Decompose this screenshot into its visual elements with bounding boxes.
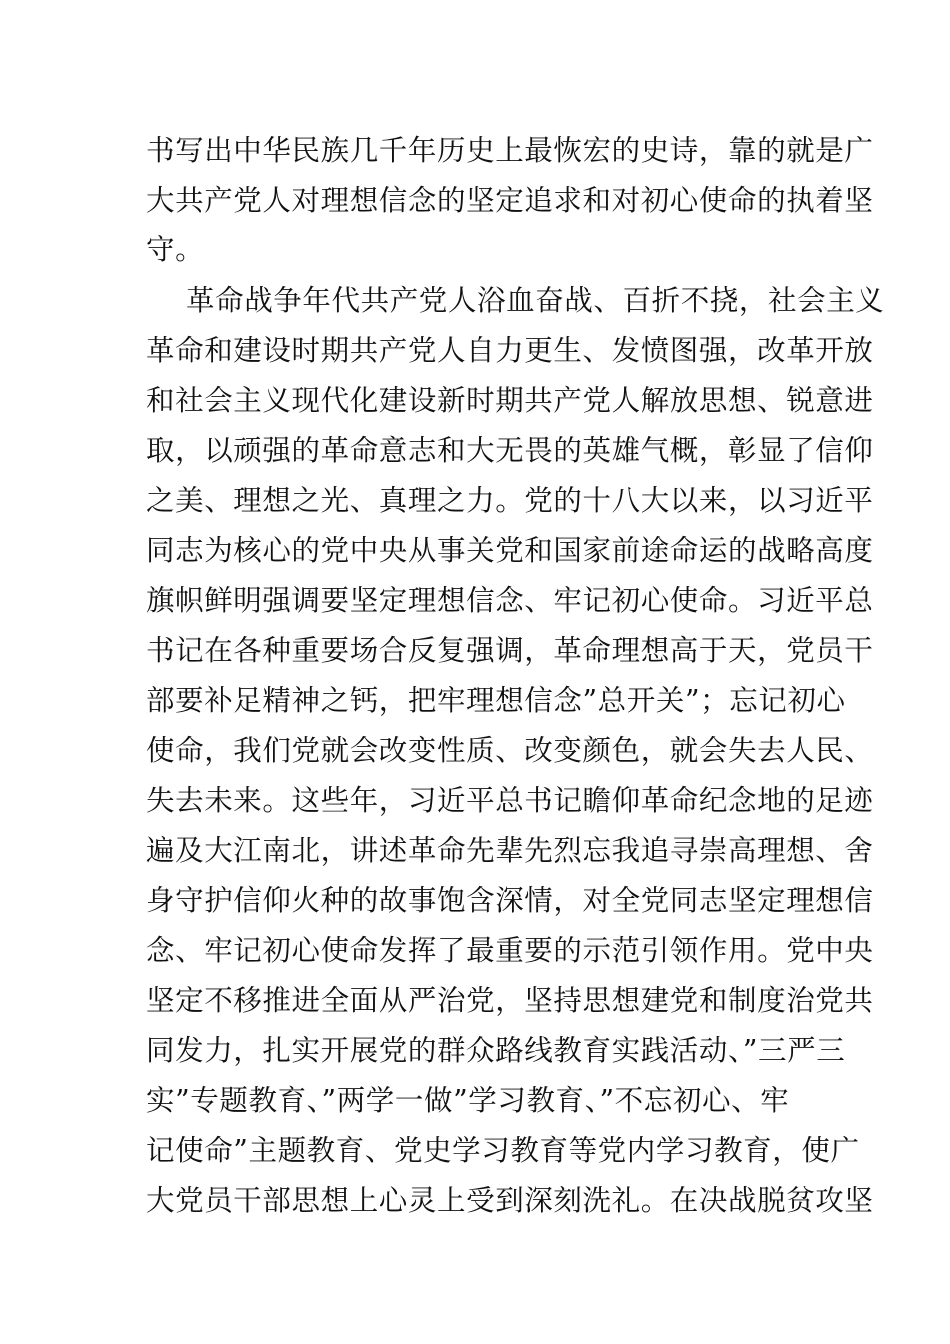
text-line: 坚定不移推进全面从严治党，坚持思想建党和制度治党共 xyxy=(146,984,874,1017)
text-line: 革命和建设时期共产党人自力更生、发愤图强，改革开放 xyxy=(146,334,874,367)
text-line: 大党员干部思想上心灵上受到深刻洗礼。在决战脱贫攻坚 xyxy=(146,1184,874,1217)
text-line: 记使命”主题教育、党史学习教育等党内学习教育，使广 xyxy=(146,1134,860,1167)
text-line: 守。 xyxy=(146,233,205,266)
text-line: 取，以顽强的革命意志和大无畏的英雄气概，彰显了信仰 xyxy=(146,434,874,467)
text-line: 书记在各种重要场合反复强调，革命理想高于天，党员干 xyxy=(146,634,874,667)
text-line: 失去未来。这些年，习近平总书记瞻仰革命纪念地的足迹 xyxy=(146,784,874,817)
text-line: 使命，我们党就会改变性质、改变颜色，就会失去人民、 xyxy=(146,734,874,767)
text-line: 旗帜鲜明强调要坚定理想信念、牢记初心使命。习近平总 xyxy=(146,584,874,617)
text-line: 和社会主义现代化建设新时期共产党人解放思想、锐意进 xyxy=(146,384,874,417)
text-line: 同发力，扎实开展党的群众路线教育实践活动、”三严三 xyxy=(146,1034,846,1067)
text-line: 遍及大江南北，讲述革命先辈先烈忘我追寻崇高理想、舍 xyxy=(146,834,874,867)
text-line: 部要补足精神之钙，把牢理想信念”总开关”；忘记初心 xyxy=(146,684,846,717)
text-line: 大共产党人对理想信念的坚定追求和对初心使命的执着坚 xyxy=(146,184,874,217)
paragraph-first-line: 革命战争年代共产党人浴血奋战、百折不挠，社会主义 xyxy=(186,284,885,317)
text-line: 书写出中华民族几千年历史上最恢宏的史诗，靠的就是广 xyxy=(146,134,874,167)
text-line: 之美、理想之光、真理之力。党的十八大以来，以习近平 xyxy=(146,484,874,517)
text-line: 同志为核心的党中央从事关党和国家前途命运的战略高度 xyxy=(146,534,874,567)
text-line: 实”专题教育、”两学一做”学习教育、”不忘初心、牢 xyxy=(146,1084,790,1117)
text-line: 念、牢记初心使命发挥了最重要的示范引领作用。党中央 xyxy=(146,934,874,967)
text-line: 身守护信仰火种的故事饱含深情，对全党同志坚定理想信 xyxy=(146,884,874,917)
